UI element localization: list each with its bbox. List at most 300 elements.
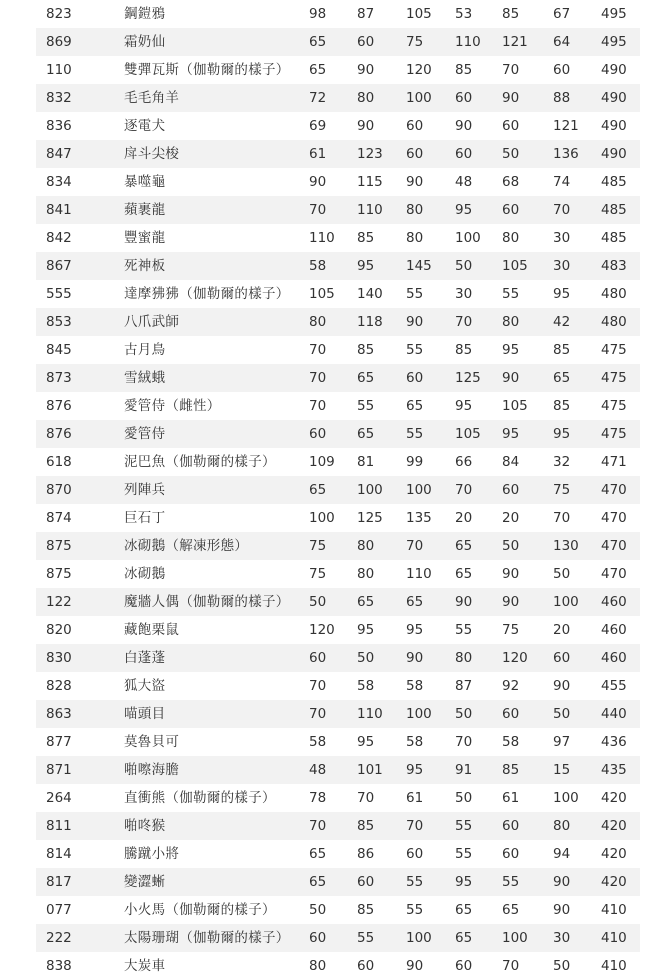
dex-number-cell: 836 <box>46 118 72 134</box>
hp-cell: 70 <box>309 398 327 414</box>
sp-attack-cell: 87 <box>455 678 473 694</box>
pokemon-name-cell: 列陣兵 <box>124 482 166 498</box>
table-row <box>36 448 640 476</box>
table-row <box>36 868 640 896</box>
table-row <box>36 392 640 420</box>
hp-cell: 80 <box>309 958 327 974</box>
defense-cell: 80 <box>406 202 424 218</box>
hp-cell: 120 <box>309 622 335 638</box>
table-row <box>36 952 640 980</box>
attack-cell: 110 <box>357 202 383 218</box>
defense-cell: 61 <box>406 790 424 806</box>
sp-defense-cell: 60 <box>502 202 520 218</box>
hp-cell: 48 <box>309 762 327 778</box>
table-row <box>36 616 640 644</box>
table-row <box>36 56 640 84</box>
table-row <box>36 784 640 812</box>
defense-cell: 110 <box>406 566 432 582</box>
hp-cell: 60 <box>309 930 327 946</box>
defense-cell: 60 <box>406 118 424 134</box>
attack-cell: 80 <box>357 538 375 554</box>
sp-defense-cell: 20 <box>502 510 520 526</box>
sp-attack-cell: 125 <box>455 370 481 386</box>
attack-cell: 140 <box>357 286 383 302</box>
sp-attack-cell: 55 <box>455 846 473 862</box>
dex-number-cell: 877 <box>46 734 72 750</box>
sp-attack-cell: 90 <box>455 594 473 610</box>
total-cell: 420 <box>601 790 627 806</box>
total-cell: 470 <box>601 510 627 526</box>
pokemon-name-cell: 大炭車 <box>124 958 166 974</box>
defense-cell: 105 <box>406 6 432 22</box>
total-cell: 490 <box>601 90 627 106</box>
sp-attack-cell: 91 <box>455 762 473 778</box>
sp-defense-cell: 70 <box>502 62 520 78</box>
speed-cell: 75 <box>553 482 571 498</box>
pokemon-name-cell: 騰蹴小將 <box>124 846 180 862</box>
pokemon-name-cell: 白蓬蓬 <box>124 650 166 666</box>
sp-defense-cell: 75 <box>502 622 520 638</box>
sp-defense-cell: 80 <box>502 314 520 330</box>
total-cell: 435 <box>601 762 627 778</box>
table-row <box>36 756 640 784</box>
total-cell: 470 <box>601 566 627 582</box>
pokemon-name-cell: 喵頭目 <box>124 706 166 722</box>
sp-defense-cell: 90 <box>502 566 520 582</box>
pokemon-name-cell: 巨石丁 <box>124 510 166 526</box>
attack-cell: 85 <box>357 902 375 918</box>
speed-cell: 60 <box>553 62 571 78</box>
sp-attack-cell: 65 <box>455 902 473 918</box>
defense-cell: 60 <box>406 370 424 386</box>
dex-number-cell: 873 <box>46 370 72 386</box>
pokemon-name-cell: 鋼鎧鴉 <box>124 6 166 22</box>
total-cell: 480 <box>601 286 627 302</box>
pokemon-name-cell: 古月鳥 <box>124 342 166 358</box>
total-cell: 495 <box>601 34 627 50</box>
dex-number-cell: 876 <box>46 426 72 442</box>
dex-number-cell: 110 <box>46 62 72 78</box>
sp-attack-cell: 48 <box>455 174 473 190</box>
sp-defense-cell: 58 <box>502 734 520 750</box>
dex-number-cell: 853 <box>46 314 72 330</box>
pokemon-name-cell: 啪咚猴 <box>124 818 166 834</box>
sp-attack-cell: 60 <box>455 958 473 974</box>
hp-cell: 75 <box>309 566 327 582</box>
pokemon-name-cell: 死神板 <box>124 258 166 274</box>
defense-cell: 58 <box>406 734 424 750</box>
attack-cell: 65 <box>357 426 375 442</box>
speed-cell: 30 <box>553 930 571 946</box>
attack-cell: 60 <box>357 958 375 974</box>
total-cell: 410 <box>601 902 627 918</box>
sp-attack-cell: 55 <box>455 622 473 638</box>
dex-number-cell: 618 <box>46 454 72 470</box>
defense-cell: 70 <box>406 818 424 834</box>
attack-cell: 118 <box>357 314 383 330</box>
table-row <box>36 644 640 672</box>
dex-number-cell: 838 <box>46 958 72 974</box>
sp-attack-cell: 66 <box>455 454 473 470</box>
table-row <box>36 280 640 308</box>
attack-cell: 80 <box>357 90 375 106</box>
total-cell: 420 <box>601 874 627 890</box>
total-cell: 485 <box>601 174 627 190</box>
table-row <box>36 532 640 560</box>
attack-cell: 50 <box>357 650 375 666</box>
defense-cell: 145 <box>406 258 432 274</box>
table-row <box>36 252 640 280</box>
table-row <box>36 700 640 728</box>
sp-attack-cell: 70 <box>455 734 473 750</box>
table-row <box>36 336 640 364</box>
attack-cell: 123 <box>357 146 383 162</box>
table-row <box>36 728 640 756</box>
defense-cell: 75 <box>406 34 424 50</box>
pokemon-name-cell: 冰砌鵝（解凍形態） <box>124 538 249 554</box>
sp-defense-cell: 60 <box>502 706 520 722</box>
speed-cell: 85 <box>553 398 571 414</box>
dex-number-cell: 863 <box>46 706 72 722</box>
total-cell: 410 <box>601 930 627 946</box>
pokemon-name-cell: 雪絨蛾 <box>124 370 166 386</box>
hp-cell: 80 <box>309 314 327 330</box>
hp-cell: 70 <box>309 706 327 722</box>
defense-cell: 95 <box>406 622 424 638</box>
table-row <box>36 840 640 868</box>
table-row <box>36 420 640 448</box>
total-cell: 475 <box>601 370 627 386</box>
total-cell: 460 <box>601 594 627 610</box>
total-cell: 420 <box>601 846 627 862</box>
pokemon-name-cell: 狐大盜 <box>124 678 166 694</box>
sp-defense-cell: 60 <box>502 846 520 862</box>
defense-cell: 90 <box>406 314 424 330</box>
defense-cell: 90 <box>406 174 424 190</box>
speed-cell: 90 <box>553 902 571 918</box>
attack-cell: 60 <box>357 874 375 890</box>
pokemon-name-cell: 冰砌鵝 <box>124 566 166 582</box>
speed-cell: 50 <box>553 706 571 722</box>
sp-defense-cell: 85 <box>502 6 520 22</box>
sp-defense-cell: 50 <box>502 538 520 554</box>
pokemon-name-cell: 愛管侍（雌性） <box>124 398 221 414</box>
total-cell: 471 <box>601 454 627 470</box>
pokemon-name-cell: 雙彈瓦斯（伽勒爾的樣子） <box>124 62 290 78</box>
table-row <box>36 364 640 392</box>
hp-cell: 70 <box>309 818 327 834</box>
hp-cell: 65 <box>309 482 327 498</box>
sp-attack-cell: 65 <box>455 538 473 554</box>
pokemon-name-cell: 毛毛角羊 <box>124 90 180 106</box>
table-row <box>36 476 640 504</box>
table-row <box>36 560 640 588</box>
attack-cell: 95 <box>357 258 375 274</box>
attack-cell: 70 <box>357 790 375 806</box>
defense-cell: 135 <box>406 510 432 526</box>
attack-cell: 100 <box>357 482 383 498</box>
hp-cell: 50 <box>309 594 327 610</box>
speed-cell: 42 <box>553 314 571 330</box>
dex-number-cell: 823 <box>46 6 72 22</box>
table-row <box>36 308 640 336</box>
hp-cell: 65 <box>309 62 327 78</box>
speed-cell: 80 <box>553 818 571 834</box>
speed-cell: 30 <box>553 230 571 246</box>
hp-cell: 65 <box>309 34 327 50</box>
table-row <box>36 140 640 168</box>
sp-attack-cell: 70 <box>455 482 473 498</box>
total-cell: 483 <box>601 258 627 274</box>
table-row <box>36 588 640 616</box>
pokemon-name-cell: 直衝熊（伽勒爾的樣子） <box>124 790 276 806</box>
speed-cell: 50 <box>553 958 571 974</box>
hp-cell: 70 <box>309 370 327 386</box>
attack-cell: 55 <box>357 398 375 414</box>
total-cell: 480 <box>601 314 627 330</box>
sp-defense-cell: 55 <box>502 874 520 890</box>
attack-cell: 90 <box>357 62 375 78</box>
hp-cell: 61 <box>309 146 327 162</box>
speed-cell: 67 <box>553 6 571 22</box>
attack-cell: 65 <box>357 594 375 610</box>
sp-defense-cell: 60 <box>502 818 520 834</box>
speed-cell: 136 <box>553 146 579 162</box>
total-cell: 475 <box>601 426 627 442</box>
defense-cell: 65 <box>406 594 424 610</box>
table-row <box>36 924 640 952</box>
total-cell: 490 <box>601 146 627 162</box>
pokemon-name-cell: 變澀蜥 <box>124 874 166 890</box>
total-cell: 485 <box>601 202 627 218</box>
speed-cell: 20 <box>553 622 571 638</box>
sp-attack-cell: 50 <box>455 258 473 274</box>
attack-cell: 85 <box>357 230 375 246</box>
dex-number-cell: 845 <box>46 342 72 358</box>
speed-cell: 88 <box>553 90 571 106</box>
speed-cell: 60 <box>553 650 571 666</box>
hp-cell: 78 <box>309 790 327 806</box>
speed-cell: 50 <box>553 566 571 582</box>
sp-attack-cell: 105 <box>455 426 481 442</box>
speed-cell: 30 <box>553 258 571 274</box>
hp-cell: 100 <box>309 510 335 526</box>
table-row <box>36 224 640 252</box>
sp-defense-cell: 84 <box>502 454 520 470</box>
sp-attack-cell: 60 <box>455 146 473 162</box>
speed-cell: 97 <box>553 734 571 750</box>
defense-cell: 55 <box>406 286 424 302</box>
speed-cell: 70 <box>553 510 571 526</box>
hp-cell: 69 <box>309 118 327 134</box>
sp-attack-cell: 20 <box>455 510 473 526</box>
sp-defense-cell: 55 <box>502 286 520 302</box>
speed-cell: 15 <box>553 762 571 778</box>
table-row <box>36 812 640 840</box>
sp-defense-cell: 95 <box>502 426 520 442</box>
dex-number-cell: 867 <box>46 258 72 274</box>
speed-cell: 121 <box>553 118 579 134</box>
speed-cell: 95 <box>553 286 571 302</box>
sp-attack-cell: 70 <box>455 314 473 330</box>
dex-number-cell: 077 <box>46 902 72 918</box>
defense-cell: 100 <box>406 90 432 106</box>
attack-cell: 95 <box>357 734 375 750</box>
defense-cell: 55 <box>406 902 424 918</box>
speed-cell: 85 <box>553 342 571 358</box>
speed-cell: 130 <box>553 538 579 554</box>
sp-attack-cell: 100 <box>455 230 481 246</box>
defense-cell: 58 <box>406 678 424 694</box>
pokemon-name-cell: 豐蜜龍 <box>124 230 166 246</box>
hp-cell: 70 <box>309 342 327 358</box>
dex-number-cell: 814 <box>46 846 72 862</box>
attack-cell: 86 <box>357 846 375 862</box>
table-row <box>36 196 640 224</box>
sp-defense-cell: 65 <box>502 902 520 918</box>
pokemon-name-cell: 暴噬龜 <box>124 174 166 190</box>
dex-number-cell: 820 <box>46 622 72 638</box>
dex-number-cell: 264 <box>46 790 72 806</box>
dex-number-cell: 875 <box>46 566 72 582</box>
attack-cell: 81 <box>357 454 375 470</box>
sp-defense-cell: 90 <box>502 90 520 106</box>
sp-defense-cell: 95 <box>502 342 520 358</box>
defense-cell: 60 <box>406 146 424 162</box>
hp-cell: 58 <box>309 734 327 750</box>
pokemon-name-cell: 莫魯貝可 <box>124 734 180 750</box>
sp-attack-cell: 90 <box>455 118 473 134</box>
total-cell: 475 <box>601 342 627 358</box>
hp-cell: 58 <box>309 258 327 274</box>
total-cell: 455 <box>601 678 627 694</box>
defense-cell: 90 <box>406 958 424 974</box>
table-row <box>36 504 640 532</box>
total-cell: 460 <box>601 622 627 638</box>
sp-defense-cell: 61 <box>502 790 520 806</box>
dex-number-cell: 811 <box>46 818 72 834</box>
total-cell: 460 <box>601 650 627 666</box>
total-cell: 470 <box>601 538 627 554</box>
pokemon-name-cell: 啪嚓海膽 <box>124 762 180 778</box>
sp-defense-cell: 60 <box>502 118 520 134</box>
sp-attack-cell: 65 <box>455 930 473 946</box>
defense-cell: 100 <box>406 930 432 946</box>
dex-number-cell: 842 <box>46 230 72 246</box>
dex-number-cell: 222 <box>46 930 72 946</box>
attack-cell: 115 <box>357 174 383 190</box>
defense-cell: 55 <box>406 426 424 442</box>
hp-cell: 98 <box>309 6 327 22</box>
sp-attack-cell: 110 <box>455 34 481 50</box>
dex-number-cell: 841 <box>46 202 72 218</box>
attack-cell: 80 <box>357 566 375 582</box>
sp-defense-cell: 105 <box>502 398 528 414</box>
table-row <box>36 28 640 56</box>
table-row <box>36 0 640 28</box>
hp-cell: 65 <box>309 846 327 862</box>
speed-cell: 100 <box>553 790 579 806</box>
hp-cell: 50 <box>309 902 327 918</box>
sp-defense-cell: 120 <box>502 650 528 666</box>
stats-table-body <box>36 0 640 980</box>
attack-cell: 87 <box>357 6 375 22</box>
pokemon-name-cell: 達摩狒狒（伽勒爾的樣子） <box>124 286 290 302</box>
total-cell: 440 <box>601 706 627 722</box>
sp-defense-cell: 92 <box>502 678 520 694</box>
pokemon-name-cell: 魔牆人偶（伽勒爾的樣子） <box>124 594 290 610</box>
hp-cell: 75 <box>309 538 327 554</box>
defense-cell: 65 <box>406 398 424 414</box>
attack-cell: 58 <box>357 678 375 694</box>
table-row <box>36 84 640 112</box>
table-row <box>36 168 640 196</box>
sp-attack-cell: 95 <box>455 398 473 414</box>
pokemon-name-cell: 藏飽栗鼠 <box>124 622 180 638</box>
attack-cell: 55 <box>357 930 375 946</box>
sp-defense-cell: 90 <box>502 370 520 386</box>
attack-cell: 95 <box>357 622 375 638</box>
table-row <box>36 672 640 700</box>
dex-number-cell: 832 <box>46 90 72 106</box>
sp-attack-cell: 50 <box>455 706 473 722</box>
pokemon-name-cell: 小火馬（伽勒爾的樣子） <box>124 902 276 918</box>
sp-defense-cell: 121 <box>502 34 528 50</box>
dex-number-cell: 870 <box>46 482 72 498</box>
sp-attack-cell: 30 <box>455 286 473 302</box>
sp-defense-cell: 50 <box>502 146 520 162</box>
stats-table <box>36 0 640 980</box>
total-cell: 410 <box>601 958 627 974</box>
pokemon-name-cell: 蘋裹龍 <box>124 202 166 218</box>
pokemon-name-cell: 逐電犬 <box>124 118 166 134</box>
speed-cell: 64 <box>553 34 571 50</box>
speed-cell: 65 <box>553 370 571 386</box>
hp-cell: 110 <box>309 230 335 246</box>
attack-cell: 85 <box>357 342 375 358</box>
defense-cell: 70 <box>406 538 424 554</box>
sp-attack-cell: 95 <box>455 202 473 218</box>
sp-defense-cell: 70 <box>502 958 520 974</box>
sp-defense-cell: 68 <box>502 174 520 190</box>
dex-number-cell: 874 <box>46 510 72 526</box>
pokemon-name-cell: 霜奶仙 <box>124 34 166 50</box>
dex-number-cell: 834 <box>46 174 72 190</box>
total-cell: 475 <box>601 398 627 414</box>
defense-cell: 90 <box>406 650 424 666</box>
pokemon-name-cell: 愛管侍 <box>124 426 166 442</box>
sp-defense-cell: 85 <box>502 762 520 778</box>
total-cell: 490 <box>601 62 627 78</box>
sp-defense-cell: 100 <box>502 930 528 946</box>
pokemon-name-cell: 戽斗尖梭 <box>124 146 180 162</box>
speed-cell: 95 <box>553 426 571 442</box>
total-cell: 420 <box>601 818 627 834</box>
speed-cell: 74 <box>553 174 571 190</box>
stats-table-container <box>36 0 640 980</box>
attack-cell: 125 <box>357 510 383 526</box>
sp-attack-cell: 95 <box>455 874 473 890</box>
dex-number-cell: 847 <box>46 146 72 162</box>
attack-cell: 110 <box>357 706 383 722</box>
sp-defense-cell: 60 <box>502 482 520 498</box>
defense-cell: 55 <box>406 874 424 890</box>
dex-number-cell: 875 <box>46 538 72 554</box>
defense-cell: 99 <box>406 454 424 470</box>
attack-cell: 101 <box>357 762 383 778</box>
defense-cell: 80 <box>406 230 424 246</box>
total-cell: 436 <box>601 734 627 750</box>
